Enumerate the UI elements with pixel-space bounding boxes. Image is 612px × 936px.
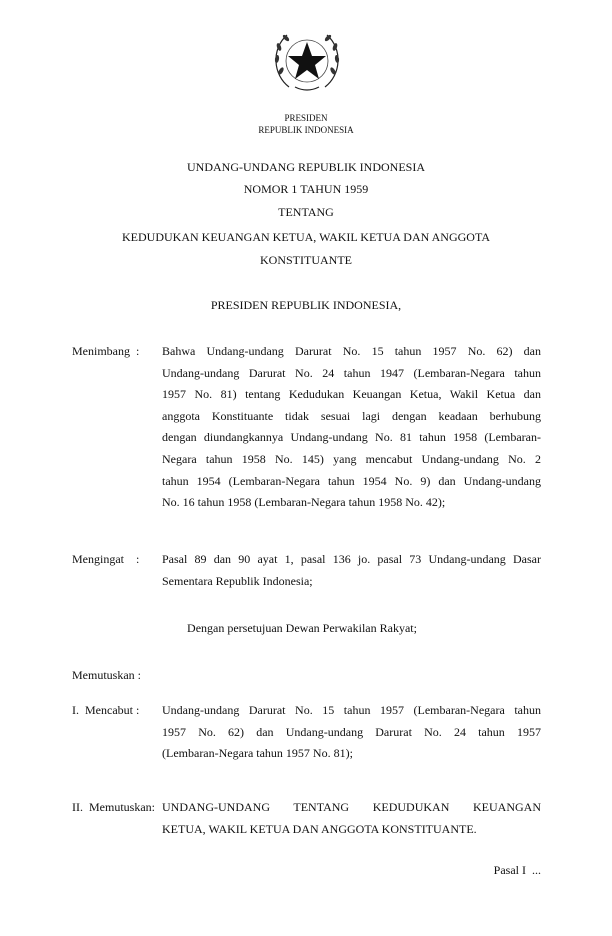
menimbang-label: Menimbang : — [72, 344, 140, 358]
letterhead-republic: REPUBLIK INDONESIA — [258, 125, 354, 135]
mengingat-label: Mengingat : — [72, 552, 140, 566]
text-line: Pasal 89 dan 90 ayat 1, pasal 136 jo. pasal 73 Undang-undang Dasar — [162, 552, 541, 566]
text-line: UNDANG-UNDANG TENTANG KEDUDUKAN KEUANGAN — [162, 800, 541, 814]
mencabut-text — [162, 700, 541, 765]
text-line: Undang-undang Darurat No. 24 tahun 1947 (Lembaran-Negara tahun — [162, 365, 541, 380]
text-line: 1957 No. 81) tentang Kedudukan Keuangan Ketua, Wakil Ketua dan — [162, 387, 541, 402]
menimbang-text — [162, 341, 541, 514]
text-line: Undang-undang Darurat No. 15 tahun 1957 (Lembaran-Negara tahun — [162, 703, 541, 717]
text-line: tahun 1954 (Lembaran-Negara tahun 1954 No. 9) dan Undang-undang — [162, 473, 541, 488]
doc-subject-cont: KONSTITUANTE — [260, 253, 352, 267]
letterhead-president: PRESIDEN — [284, 113, 328, 123]
memutuskan-text — [162, 797, 541, 840]
mengingat-text — [162, 549, 541, 592]
garuda-star-emblem — [269, 27, 345, 93]
text-line: No. 16 tahun 1958 (Lembaran-Negara tahun 1958 No. 42); — [162, 495, 446, 510]
doc-tentang: TENTANG — [278, 205, 334, 219]
text-line: anggota Konstituante tidak sesuai lagi dengan keadaan berhubung — [162, 408, 541, 423]
issuer: PRESIDEN REPUBLIK INDONESIA, — [210, 298, 402, 312]
text-line: Negara tahun 1958 No. 145) yang mencabut Undang-undang No. 2 — [162, 451, 541, 466]
doc-subject: KEDUDUKAN KEUANGAN KETUA, WAKIL KETUA DAN ANGGOTA — [122, 230, 490, 244]
memutuskan-label: II. Memutuskan: — [72, 800, 155, 814]
text-line: (Lembaran-Negara tahun 1957 No. 81); — [162, 746, 353, 761]
text-line: Bahwa Undang-undang Darurat No. 15 tahun 1957 No. 62) dan — [162, 344, 541, 358]
memutuskan-heading: Memutuskan : — [72, 668, 141, 682]
mencabut-label: I. Mencabut : — [72, 703, 140, 717]
text-line: dengan diundangkannya Undang-undang No. 81 tahun 1958 (Lembaran- — [162, 430, 541, 445]
text-line: Sementara Republik Indonesia; — [162, 573, 313, 588]
persetujuan: Dengan persetujuan Dewan Perwakilan Rakyat; — [187, 621, 417, 635]
text-line: 1957 No. 62) dan Undang-undang Darurat No. 24 tahun 1957 — [162, 724, 541, 739]
doc-number: NOMOR 1 TAHUN 1959 — [243, 182, 369, 196]
continuation-marker: Pasal I ... — [493, 863, 541, 877]
text-line: KETUA, WAKIL KETUA DAN ANGGOTA KONSTITUANTE. — [162, 821, 477, 836]
doc-title: UNDANG-UNDANG REPUBLIK INDONESIA — [187, 160, 425, 174]
